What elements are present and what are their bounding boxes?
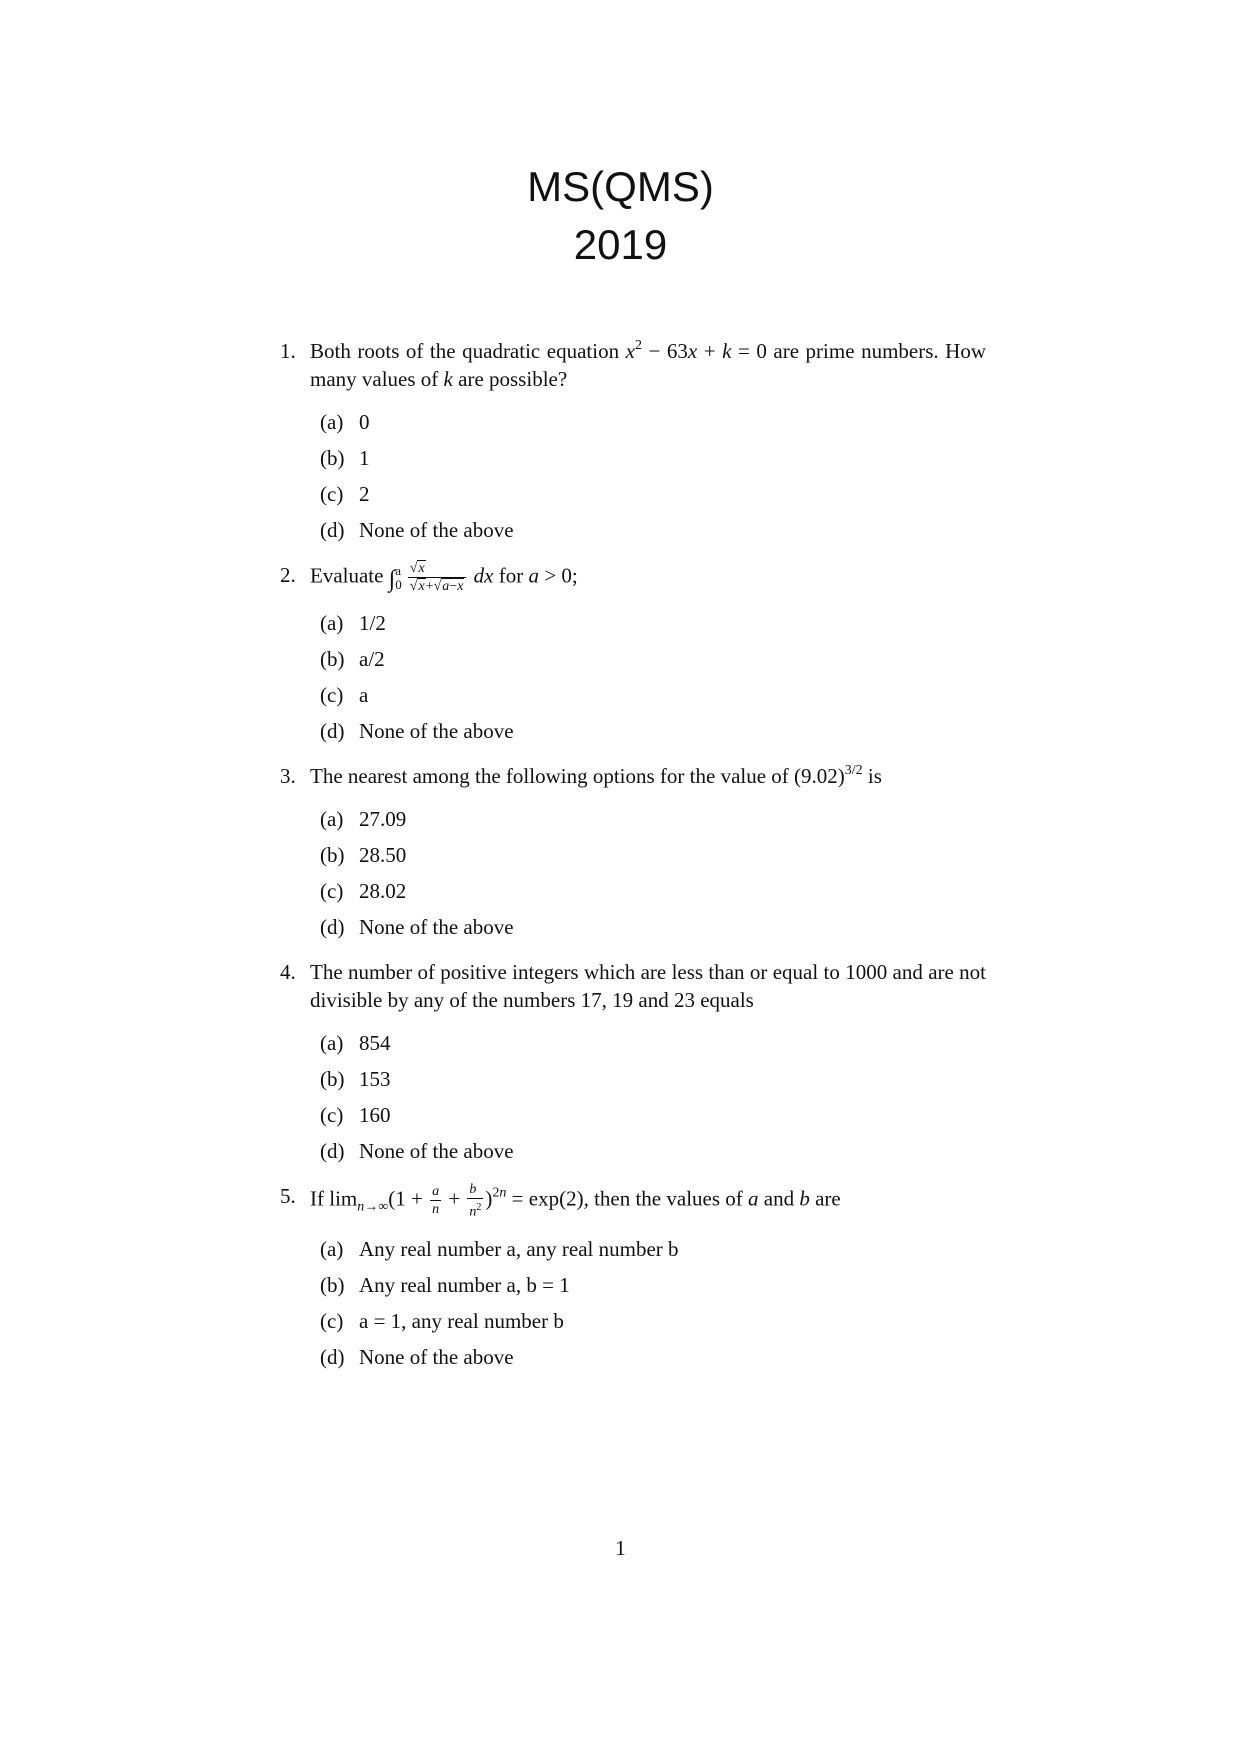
option-text: None of the above bbox=[359, 1344, 514, 1369]
option-d bbox=[320, 717, 986, 745]
option-b bbox=[320, 444, 986, 472]
option-text: 1 bbox=[359, 446, 370, 470]
option-label: (c) bbox=[320, 1308, 344, 1333]
option-label: (d) bbox=[320, 719, 345, 743]
option-text: a bbox=[359, 683, 369, 707]
option-b bbox=[320, 1065, 986, 1093]
question-text: If $\lim_{n\to\infty}(1$ + $\frac{a}{n}$ + $\frac{b}{n^2}$ )$^{2n}$ = exp(2), then the values of a and b are bbox=[310, 1182, 841, 1220]
question-text: Both roots of the quadratic equation $x^2 - 63x + k = 0$ are prime numbers. How many values of k are possible? bbox=[310, 338, 987, 391]
option-d bbox=[320, 516, 986, 544]
option-c bbox=[320, 1101, 986, 1129]
option-b bbox=[320, 645, 986, 673]
option-text: 1/2 bbox=[359, 611, 386, 635]
question-2 bbox=[280, 561, 986, 745]
option-list bbox=[320, 1029, 986, 1165]
question-number: 1. bbox=[280, 339, 296, 363]
option-text: None of the above bbox=[359, 915, 514, 939]
option-c bbox=[320, 681, 986, 709]
option-text: 27.09 bbox=[359, 807, 407, 831]
option-text: None of the above bbox=[359, 518, 514, 542]
option-label: (c) bbox=[320, 482, 344, 506]
option-text: 28.50 bbox=[359, 843, 407, 867]
question-1 bbox=[280, 337, 986, 544]
option-c bbox=[320, 480, 986, 508]
question-number: 3. bbox=[280, 764, 296, 788]
question-text: Evaluate ∫ a 0 $\frac{√x}{√x+√a-x}$ dx for a > 0; bbox=[310, 561, 578, 594]
page-title bbox=[0, 158, 1241, 274]
option-list bbox=[320, 609, 986, 745]
option-a bbox=[320, 805, 986, 833]
option-d bbox=[320, 913, 986, 941]
option-label: (c) bbox=[320, 879, 344, 903]
option-text: 2 bbox=[359, 482, 370, 506]
option-text: a = 1, any real number b bbox=[359, 1308, 564, 1333]
question-list bbox=[280, 337, 986, 1388]
question-text: The number of positive integers which are less than or equal to 1000 and are not divisible by any of the numbers 17, 19 and 23 equals bbox=[310, 960, 986, 1012]
option-text: 28.02 bbox=[359, 879, 407, 903]
option-label: (a) bbox=[320, 1236, 344, 1261]
option-d bbox=[320, 1137, 986, 1165]
option-text: Any real number a, b = 1 bbox=[359, 1272, 570, 1297]
option-text: None of the above bbox=[359, 1139, 514, 1163]
option-text: 160 bbox=[359, 1103, 391, 1127]
option-label: (a) bbox=[320, 1031, 344, 1055]
title-line-2: 2019 bbox=[573, 221, 668, 268]
option-a bbox=[320, 1235, 986, 1263]
question-5 bbox=[280, 1182, 986, 1371]
question-number: 2. bbox=[280, 563, 296, 587]
question-number: 5. bbox=[280, 1184, 296, 1208]
option-text: 854 bbox=[359, 1031, 391, 1055]
question-text: The nearest among the following options for the value of $(9.02)^{3/2}$ is bbox=[310, 763, 882, 788]
option-list bbox=[320, 1235, 986, 1371]
option-text: 153 bbox=[359, 1067, 391, 1091]
option-label: (b) bbox=[320, 647, 345, 671]
option-a bbox=[320, 609, 986, 637]
option-text: 0 bbox=[359, 410, 370, 434]
option-d bbox=[320, 1343, 986, 1371]
question-number: 4. bbox=[280, 960, 296, 984]
page-number: 1 bbox=[615, 1536, 626, 1560]
option-label: (c) bbox=[320, 1103, 344, 1127]
option-label: (d) bbox=[320, 518, 345, 542]
option-a bbox=[320, 408, 986, 436]
option-label: (a) bbox=[320, 807, 344, 831]
option-b bbox=[320, 1271, 986, 1299]
option-label: (d) bbox=[320, 1344, 345, 1369]
title-line-1: MS(QMS) bbox=[527, 163, 714, 210]
option-list bbox=[320, 408, 986, 544]
option-a bbox=[320, 1029, 986, 1057]
option-text: Any real number a, any real number b bbox=[359, 1236, 679, 1261]
option-label: (b) bbox=[320, 1067, 345, 1091]
option-label: (b) bbox=[320, 1272, 345, 1297]
question-3 bbox=[280, 762, 986, 941]
option-label: (d) bbox=[320, 915, 345, 939]
option-list bbox=[320, 805, 986, 941]
option-label: (b) bbox=[320, 446, 345, 470]
option-b bbox=[320, 841, 986, 869]
option-label: (b) bbox=[320, 843, 345, 867]
option-label: (a) bbox=[320, 410, 344, 434]
option-label: (c) bbox=[320, 683, 344, 707]
option-c bbox=[320, 1307, 986, 1335]
option-text: None of the above bbox=[359, 719, 514, 743]
option-c bbox=[320, 877, 986, 905]
question-4 bbox=[280, 958, 986, 1165]
option-text: a/2 bbox=[359, 647, 385, 671]
option-label: (d) bbox=[320, 1139, 345, 1163]
option-label: (a) bbox=[320, 611, 344, 635]
